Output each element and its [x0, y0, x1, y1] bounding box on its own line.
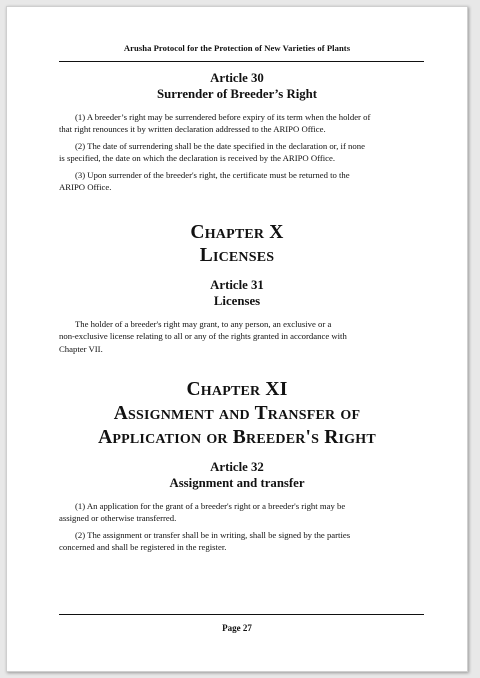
- footer-rule: [59, 614, 424, 615]
- text-line: ARIPO Office.: [59, 182, 112, 193]
- article-31-paragraph: [59, 318, 425, 355]
- article-30-paragraph-3: [59, 169, 425, 194]
- text-line: concerned and shall be registered in the register.: [59, 542, 227, 553]
- header-rule: [59, 61, 424, 62]
- chapter-10-number: Chapter X: [190, 222, 284, 243]
- document-page: [6, 6, 468, 672]
- chapter-10-title: Licenses: [199, 245, 275, 266]
- article-32-paragraph-2: [59, 529, 425, 554]
- text-line: that right renounces it by written declaration addressed to the ARIPO Office.: [59, 124, 326, 135]
- text-line: is specified, the date on which the declaration is received by the ARIPO Office.: [59, 153, 336, 164]
- chapter-11-title-line-1: Assignment and Transfer of: [113, 403, 361, 424]
- chapter-11-title-line-2: Application or Breeder's Right: [98, 427, 376, 448]
- article-32-title: Assignment and transfer: [169, 476, 305, 490]
- chapter-11-number: Chapter XI: [186, 379, 288, 400]
- text-line: (2) The date of surrendering shall be the date specified in the declaration or, if none: [75, 141, 365, 151]
- text-line: The holder of a breeder's right may grant, to any person, an exclusive or a: [75, 319, 332, 329]
- text-line: Chapter VII.: [59, 343, 103, 354]
- text-line: (1) An application for the grant of a breeder's right or a breeder's right may be: [75, 501, 346, 511]
- text-line: (1) A breeder’s right may be surrendered before expiry of its term when the holder of: [75, 112, 371, 122]
- article-31-number: Article 31: [210, 278, 264, 292]
- article-30-paragraph-1: [59, 111, 425, 136]
- article-30-number: Article 30: [210, 71, 264, 85]
- article-30-paragraph-2: [59, 140, 425, 165]
- text-line: (3) Upon surrender of the breeder's right, the certificate must be returned to the: [75, 170, 350, 180]
- page-number: Page 27: [222, 623, 252, 633]
- text-line: (2) The assignment or transfer shall be in writing, shall be signed by the parties: [75, 530, 351, 540]
- running-head: Arusha Protocol for the Protection of New Varieties of Plants: [123, 43, 351, 53]
- article-32-paragraph-1: [59, 500, 425, 525]
- text-line: non-exclusive license relating to all or any of the rights granted in accordance with: [59, 331, 347, 342]
- article-32-number: Article 32: [210, 460, 264, 474]
- article-30-title: Surrender of Breeder’s Right: [156, 87, 318, 101]
- article-31-title: Licenses: [213, 294, 261, 308]
- text-line: assigned or otherwise transferred.: [59, 513, 177, 524]
